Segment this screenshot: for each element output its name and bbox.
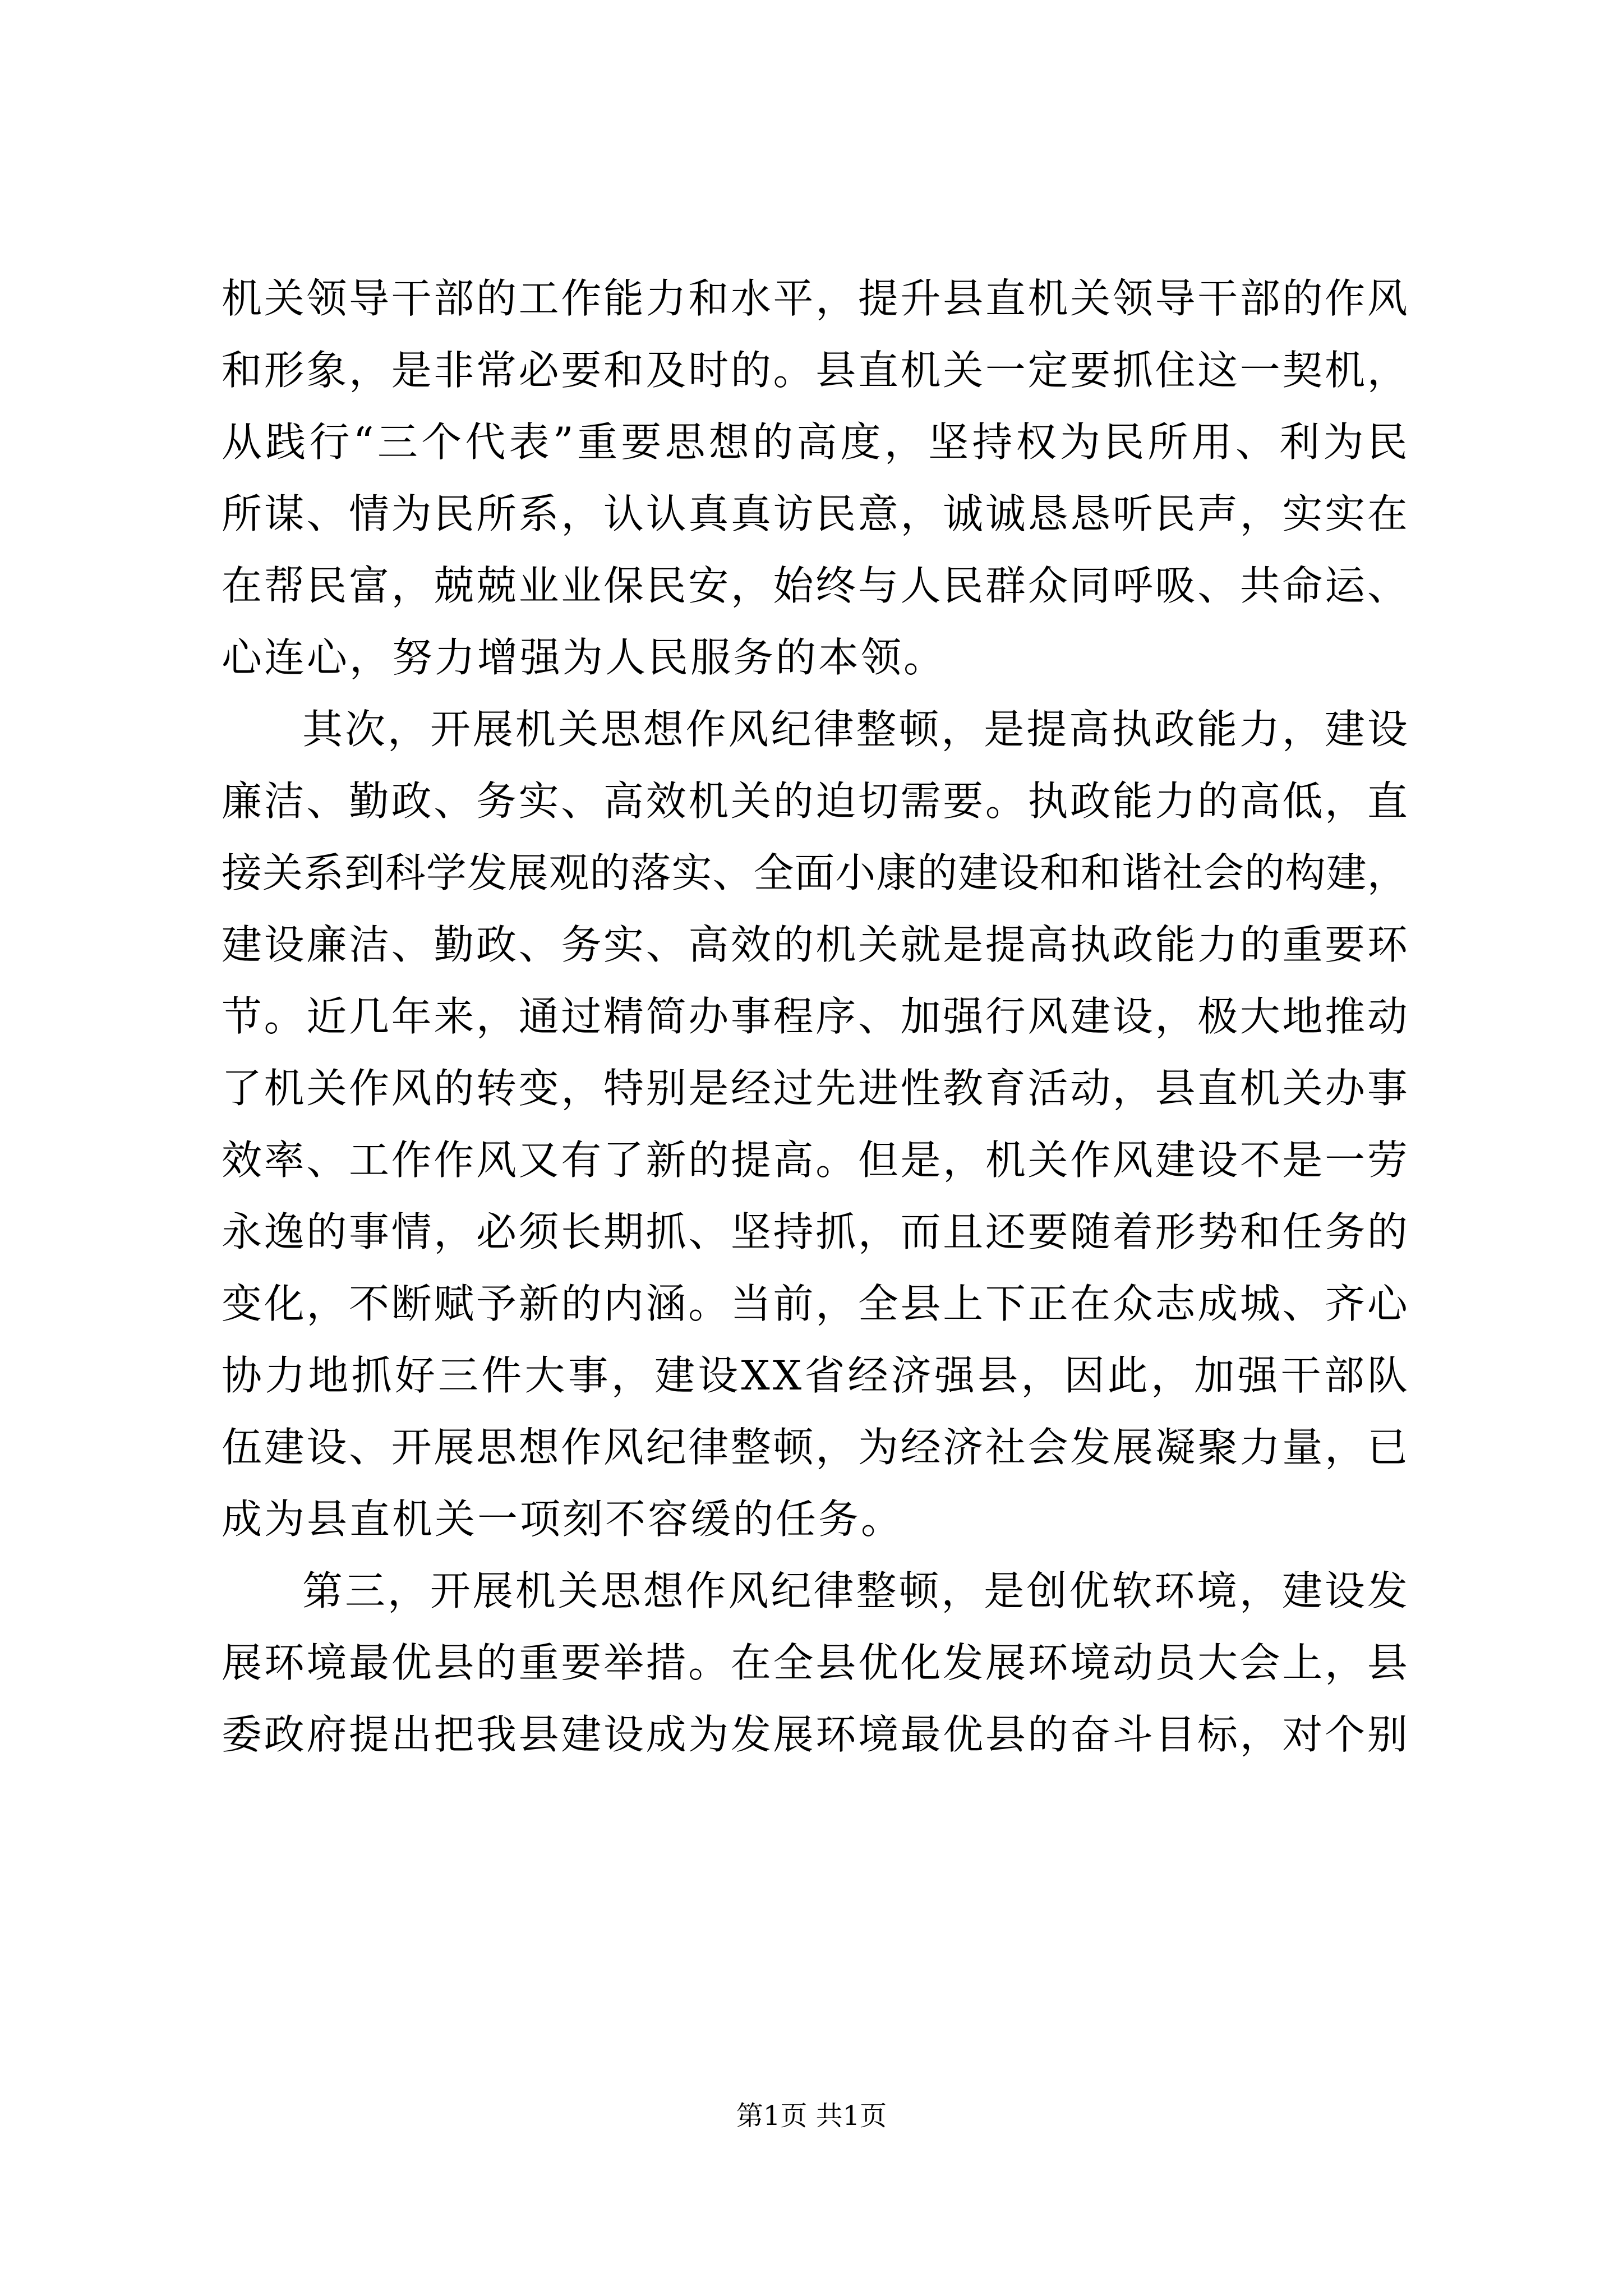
text-line: 永 逸 的 事 情 ， 必 须 长 期 抓 、 坚 持 抓 ， 而 且 还 要 随 着 形 势 和 任 务 的 xyxy=(222,1208,1408,1255)
text-line: 接 关 系 到 科 学 发 展 观 的 落 实 、 全 面 小 康 的 建 设 和 和 谐 社 会 的 构 建 ， xyxy=(222,849,1408,896)
text-line: 建 设 廉 洁 、 勤 政 、 务 实 、 高 效 的 机 关 就 是 提 高 执 政 能 力 的 重 要 环 xyxy=(222,921,1408,968)
text-line: 心连心，努力增强为人民服务的本领。 xyxy=(222,634,947,681)
text-line: 节 。 近 几 年 来 ， 通 过 精 简 办 事 程 序 、 加 强 行 风 建 设 ， 极 大 地 推 动 xyxy=(222,993,1408,1040)
text-line: 效 率 、 工 作 作 风 又 有 了 新 的 提 高 。 但 是 ， 机 关 作 风 建 设 不 是 一 劳 xyxy=(222,1137,1408,1184)
text-line: 成为县直机关一项刻不容缓的任务。 xyxy=(222,1496,904,1543)
text-line: 委 政 府 提 出 把 我 县 建 设 成 为 发 展 环 境 最 优 县 的 奋 斗 目 标 ， 对 个 别 xyxy=(222,1711,1408,1758)
text-line: 所 谋 、 情 为 民 所 系 ， 认 认 真 真 访 民 意 ， 诚 诚 恳 恳 听 民 声 ， 实 实 在 xyxy=(222,490,1408,537)
text-line: 展 环 境 最 优 县 的 重 要 举 措 。 在 全 县 优 化 发 展 环 境 动 员 大 会 上 ， 县 xyxy=(222,1639,1408,1686)
paragraph-first-line: 第 三 ， 开 展 机 关 思 想 作 风 纪 律 整 顿 ， 是 创 优 软 环 境 ， 建 设 发 xyxy=(302,1567,1408,1614)
text-line: 伍 建 设 、 开 展 思 想 作 风 纪 律 整 顿 ， 为 经 济 社 会 发 展 凝 聚 力 量 ， 已 xyxy=(222,1424,1408,1471)
page-number-footer: 第1页 共1页 xyxy=(736,2100,887,2132)
paragraph-first-line: 其 次 ， 开 展 机 关 思 想 作 风 纪 律 整 顿 ， 是 提 高 执 政 能 力 ， 建 设 xyxy=(302,706,1408,753)
text-line: 了 机 关 作 风 的 转 变 ， 特 别 是 经 过 先 进 性 教 育 活 动 ， 县 直 机 关 办 事 xyxy=(222,1065,1408,1112)
text-line: 从 践 行 “ 三 个 代 表 ” 重 要 思 想 的 高 度 ， 坚 持 权 为 民 所 用 、 利 为 民 xyxy=(222,418,1408,466)
text-line: 和 形 象 ， 是 非 常 必 要 和 及 时 的 。 县 直 机 关 一 定 要 抓 住 这 一 契 机 ， xyxy=(222,347,1408,394)
text-line: 变 化 ， 不 断 赋 予 新 的 内 涵 。 当 前 ， 全 县 上 下 正 在 众 志 成 城 、 齐 心 xyxy=(222,1280,1408,1327)
text-line: 在 帮 民 富 ， 兢 兢 业 业 保 民 安 ， 始 终 与 人 民 群 众 同 呼 吸 、 共 命 运 、 xyxy=(222,562,1408,609)
text-line: 机 关 领 导 干 部 的 工 作 能 力 和 水 平 ， 提 升 县 直 机 关 领 导 干 部 的 作 风 xyxy=(222,275,1408,322)
document-body xyxy=(222,263,1408,1770)
text-line: 协 力 地 抓 好 三 件 大 事 ， 建 设 X X 省 经 济 强 县 ， 因 此 ， 加 强 干 部 队 xyxy=(222,1352,1408,1399)
text-line: 廉 洁 、 勤 政 、 务 实 、 高 效 机 关 的 迫 切 需 要 。 执 政 能 力 的 高 低 ， 直 xyxy=(222,777,1408,825)
